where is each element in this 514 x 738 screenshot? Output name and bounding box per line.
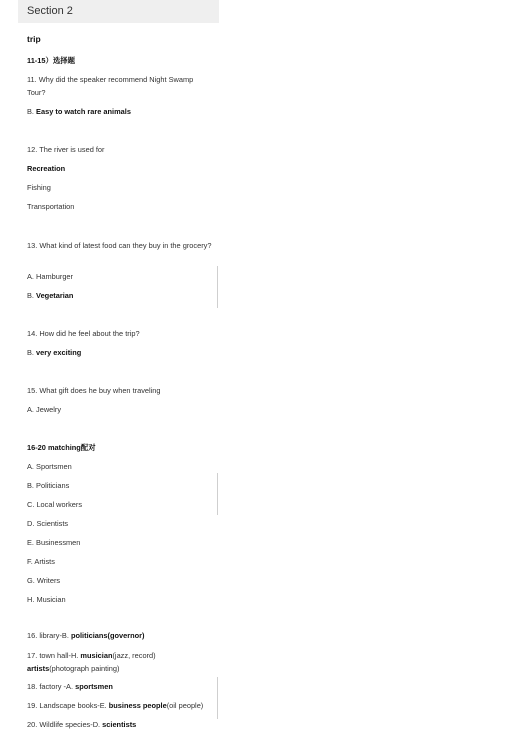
match-option-h: H. Musician: [27, 595, 66, 604]
match-option-c: C. Local workers: [27, 500, 83, 509]
answer-16: [27, 630, 144, 642]
q12-option-fishing: Fishing: [27, 183, 51, 192]
answer-19-prefix: 19. Landscape books-E.: [27, 701, 107, 710]
answer-20: [27, 719, 136, 731]
answer-14-prefix: B.: [27, 348, 34, 357]
answer-11: [27, 106, 131, 118]
answer-14: [27, 347, 81, 359]
scrollbar-marker-1[interactable]: [217, 266, 218, 308]
answer-17: [27, 649, 212, 675]
answer-13-text: Vegetarian: [36, 291, 74, 300]
question-13: 13. What kind of latest food can they buy in the grocery?: [27, 241, 212, 250]
answer-19-tail: (oil people): [166, 701, 204, 710]
answer-14-text: very exciting: [36, 348, 82, 357]
q13-option-a: A. Hamburger: [27, 272, 74, 281]
question-12: 12. The river is used for: [27, 145, 105, 154]
answer-19: [27, 700, 203, 712]
match-option-f: F. Artists: [27, 557, 55, 566]
match-option-g: G. Writers: [27, 576, 61, 585]
question-15: 15. What gift does he buy when traveling: [27, 386, 161, 395]
answer-13: [27, 290, 73, 302]
answer-17-prefix: 17. town hall-H.: [27, 651, 79, 660]
part1-heading: 11-15）选择题: [27, 56, 76, 65]
scrollbar-marker-2[interactable]: [217, 473, 218, 515]
answer-17-tail: (photograph painting): [49, 664, 120, 673]
q12-option-recreation: Recreation: [27, 164, 66, 173]
answer-17-artists: artists: [27, 664, 50, 673]
question-11: 11. Why did the speaker recommend Night Swamp Tour?: [27, 75, 194, 97]
answer-15: A. Jewelry: [27, 405, 62, 414]
part2-heading: 16-20 matching配对: [27, 443, 96, 452]
q12-option-transportation: Transportation: [27, 202, 75, 211]
answer-19-text: business people: [108, 701, 167, 710]
section-title: Section 2: [27, 5, 73, 17]
answer-17-musician: musician: [80, 651, 113, 660]
answer-17-note: (jazz, record): [112, 651, 156, 660]
answer-18: [27, 681, 113, 693]
question-14: 14. How did he feel about the trip?: [27, 329, 140, 338]
match-option-b: B. Politicians: [27, 481, 70, 490]
answer-13-prefix: B.: [27, 291, 34, 300]
topic-title: trip: [27, 34, 41, 44]
answer-20-prefix: 20. Wildlife species-D.: [27, 720, 101, 729]
answer-18-prefix: 18. factory -A.: [27, 682, 74, 691]
match-option-a: A. Sportsmen: [27, 462, 72, 471]
answer-16-text: politicians(governor): [70, 631, 145, 640]
match-option-d: D. Scientists: [27, 519, 69, 528]
answer-20-text: scientists: [102, 720, 137, 729]
match-option-e: E. Businessmen: [27, 538, 81, 547]
answer-11-prefix: B.: [27, 107, 34, 116]
answer-11-text: Easy to watch rare animals: [36, 107, 131, 116]
section-header: [18, 0, 219, 23]
scrollbar-marker-3[interactable]: [217, 677, 218, 719]
answer-16-prefix: 16. library-B.: [27, 631, 69, 640]
answer-18-text: sportsmen: [75, 682, 113, 691]
